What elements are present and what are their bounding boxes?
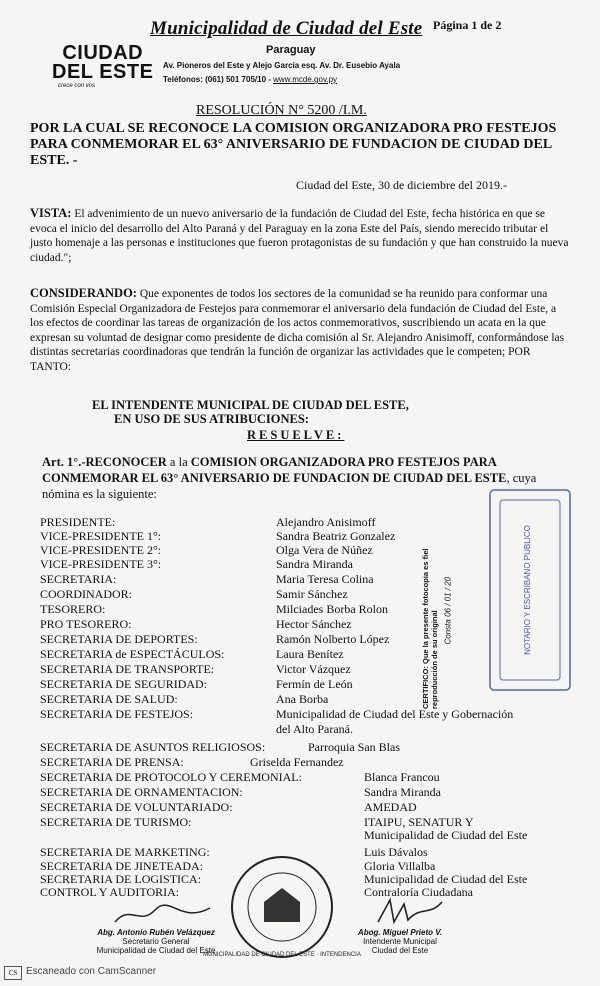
role-label: SECRETARIA DE TURISMO:	[40, 815, 192, 829]
vista-section	[30, 206, 570, 265]
logo-tagline: crece con vos	[58, 83, 96, 89]
intendente-heading	[92, 398, 409, 426]
role-name: Luis Dávalos	[364, 845, 428, 859]
phone: Teléfonos: (061) 501 705/10 -	[163, 75, 271, 84]
role-name: del Alto Paraná.	[276, 722, 353, 736]
country: Paraguay	[266, 44, 316, 56]
role-name: Olga Vera de Núñez	[276, 543, 373, 557]
role-label: COORDINADOR:	[40, 587, 133, 601]
signature-right-scribble	[370, 896, 450, 928]
phone-line	[163, 75, 337, 84]
role-name: Alejandro Anisimoff	[276, 515, 376, 529]
role-label: SECRETARIA DE FESTEJOS:	[40, 707, 194, 721]
role-label: SECRETARIA:	[40, 572, 117, 586]
signature-right	[340, 928, 460, 955]
signature-right-org: Ciudad del Este	[371, 946, 429, 955]
considerando-label: CONSIDERANDO:	[30, 286, 137, 300]
considerando-text: Que exponentes de todos los sectores de la comunidad se ha reunido para conformar una Comisión Especial Organizadora de Festejos para conmemorar el aniversario dela fundación de Ciudad del Este, a los efectos de coordinar las tareas de organización de los actos conmemorativos, suscribiendo un acata en la que expresan su voluntad de designar como presidente de dicha comisión al Sr. Alejandro Anisimoff, conformándose las distintas secretarias coordinadoras que tendrán la función de organizar las actividades que le competen; POR TANTO:	[30, 288, 565, 373]
stamp-notary-text: NOTARIO Y ESCRIBANO PUBLICO	[523, 525, 532, 655]
considerando-section	[30, 286, 570, 374]
resuelve-heading	[247, 428, 344, 443]
role-name: Municipalidad de Ciudad del Este y Gobernación	[276, 707, 514, 721]
role-label: VICE-PRESIDENTE 1°:	[40, 529, 162, 543]
article-body: COMISION ORGANIZADORA PRO FESTEJOS PARA CONMEMORAR EL 63° ANIVERSARIO DE FUNDACION DE CIUDAD DEL ESTE	[42, 455, 507, 485]
municipality-title: Municipalidad de Ciudad del Este	[150, 18, 423, 39]
signature-left-org: Municipalidad de Ciudad del Este	[96, 946, 216, 955]
logo-line1: CIUDAD	[62, 42, 144, 64]
intendente-line2: EN USO DE SUS ATRIBUCIONES:	[114, 412, 309, 426]
role-name: Sandra Miranda	[276, 557, 353, 571]
role-label: SECRETARIA DE PRENSA:	[40, 755, 184, 769]
role-label: SECRETARIA DE DEPORTES:	[40, 632, 198, 646]
intendente-line1: EL INTENDENTE MUNICIPAL DE CIUDAD DEL ESTE,	[92, 398, 409, 412]
role-label: VICE-PRESIDENTE 3°:	[40, 557, 162, 571]
resolution-date: Ciudad del Este, 30 de diciembre del 2019.-	[296, 178, 507, 192]
role-name: Fermín de León	[276, 677, 353, 691]
signature-left-title: Secretario General	[122, 937, 190, 946]
role-label: SECRETARIA DE LOGISTICA:	[40, 872, 202, 886]
role-label: TESORERO:	[40, 602, 106, 616]
role-name: Municipalidad de Ciudad del Este	[364, 872, 528, 886]
signature-right-name: Abog. Miguel Prieto V.	[357, 928, 443, 937]
logo-line2: DEL ESTE	[52, 61, 154, 83]
resolution-number: RESOLUCIÓN N° 5200 /I.M.	[196, 103, 367, 118]
role-label: SECRETARIA DE PROTOCOLO Y CEREMONIAL:	[40, 770, 302, 784]
resuelve-text: RESUELVE:	[247, 428, 345, 442]
address: Av. Pioneros del Este y Alejo García esq. Av. Dr. Eusebio Ayala	[163, 61, 401, 70]
role-name: AMEDAD	[364, 800, 417, 814]
signature-left-scribble	[110, 902, 220, 928]
seal-text: MUNICIPALIDAD DE CIUDAD DEL ESTE · INTENDENCIA	[203, 952, 361, 958]
role-name: Samir Sánchez	[276, 587, 348, 601]
page-number: Página 1 de 2	[433, 18, 502, 32]
role-name: Parroquia San Blas	[308, 740, 400, 754]
role-name: Ana Borba	[276, 692, 329, 706]
ciudad-del-este-logo	[52, 44, 153, 82]
consta-text: Consta 06 / 01 / 20	[443, 576, 453, 645]
scanner-watermark: Escaneado con CamScanner	[26, 966, 157, 977]
role-name: Milciades Borba Rolon	[276, 602, 388, 616]
role-label: SECRETARIA DE SEGURIDAD:	[40, 677, 208, 691]
role-label: SECRETARIA DE ASUNTOS RELIGIOSOS:	[40, 740, 266, 754]
role-name: Laura Benítez	[276, 647, 344, 661]
municipal-seal	[203, 852, 361, 962]
role-name: Ramón Nolberto López	[276, 632, 390, 646]
role-label: PRESIDENTE:	[40, 515, 116, 529]
role-label: SECRETARIA DE MARKETING:	[40, 845, 210, 859]
seal-emblem-icon	[264, 888, 300, 922]
role-name: Municipalidad de Ciudad del Este	[364, 828, 528, 842]
role-name: Hector Sánchez	[276, 617, 352, 631]
role-label: SECRETARIA de ESPECTÁCULOS:	[40, 647, 225, 661]
role-label: PRO TESORERO:	[40, 617, 132, 631]
role-name: Victor Vázquez	[276, 662, 351, 676]
role-name: Sandra Beatriz Gonzalez	[276, 529, 396, 543]
role-name: Gloria Villalba	[364, 859, 436, 873]
certifico-text: CERTIFICO: Que la presente fotocopia es fiel reproducción de su original	[421, 548, 439, 709]
role-label: VICE-PRESIDENTE 2°:	[40, 543, 162, 557]
role-name: Contraloría Ciudadana	[364, 885, 473, 899]
vista-label: VISTA:	[30, 206, 72, 220]
signature-left-name: Abg. Antonio Rubén Velázquez	[97, 928, 215, 937]
signature-right-title: Intendente Municipal	[363, 937, 437, 946]
role-label: SECRETARIA DE JINETEADA:	[40, 859, 204, 873]
article-connector: a la	[169, 455, 188, 469]
role-name: ITAIPU, SENATUR Y	[364, 815, 474, 829]
role-label: SECRETARIA DE ORNAMENTACION:	[40, 785, 243, 799]
notary-stamp	[470, 480, 580, 710]
role-label: SECRETARIA DE VOLUNTARIADO:	[40, 800, 233, 814]
role-name: Griselda Fernandez	[250, 755, 344, 769]
role-name: Sandra Miranda	[364, 785, 441, 799]
camscanner-icon: CS	[4, 966, 22, 980]
role-label: CONTROL Y AUDITORIA:	[40, 885, 180, 899]
article-number: Art. 1°.-	[42, 455, 86, 469]
role-label: SECRETARIA DE SALUD:	[40, 692, 178, 706]
article-tail: , cuya nómina es la siguiente:	[42, 471, 537, 501]
role-name: Maria Teresa Colina	[276, 572, 374, 586]
resolution-title: POR LA CUAL SE RECONOCE LA COMISION ORGANIZADORA PRO FESTEJOS PARA CONMEMORAR EL 63° ANIVERSARIO DE FUNDACION DE CIUDAD DEL ESTE. -	[30, 121, 557, 168]
role-label: SECRETARIA DE TRANSPORTE:	[40, 662, 215, 676]
signature-left	[96, 928, 216, 955]
website-link[interactable]: www.mcde.gov.py	[273, 75, 338, 84]
role-name: Blanca Francou	[364, 770, 440, 784]
vista-text: El advenimiento de un nuevo aniversario de la fundación de Ciudad del Este, fecha histórica en que se evoca el inicio del desarrollo del Alto Paraná y del Paraguay en la zona Este del País, siendo merecido tributar el justo homenaje a las personas e instituciones que fueron protagonistas de su fundación y que han construido la nueva ciudad.";	[30, 208, 569, 264]
article-verb: RECONOCER	[85, 455, 167, 469]
